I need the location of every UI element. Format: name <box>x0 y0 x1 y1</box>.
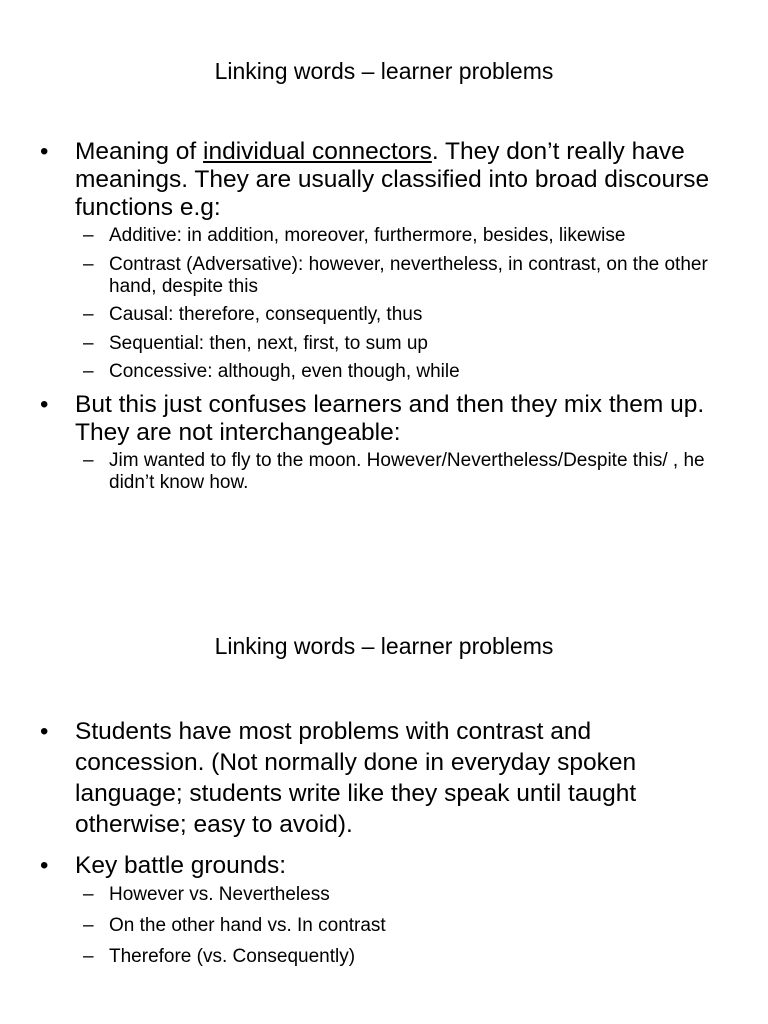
slide-2 <box>0 580 768 1024</box>
slide-1-bullet-1 <box>0 138 725 383</box>
sub-item-additive <box>75 225 709 247</box>
sub-item-concessive <box>75 361 709 383</box>
slide-2-bullet-2-text: Key battle grounds: <box>75 852 287 879</box>
bullet-1-suffix: . They don’t really have meanings. They are usually classified into broad discourse functions e.g: <box>75 138 710 221</box>
sub-item-therefore-consequently <box>75 946 709 968</box>
sub-item-text: Sequential: then, next, first, to sum up <box>109 332 428 354</box>
bullet-marker: • <box>40 718 49 745</box>
sub-item-text: However vs. Nevertheless <box>109 884 330 905</box>
sub-item-text: Additive: in addition, moreover, furthermore, besides, likewise <box>109 225 626 246</box>
slide-1-title: Linking words – learner problems <box>214 58 554 84</box>
slide-2-bullet-1 <box>0 716 725 840</box>
sub-item-text: Causal: therefore, consequently, thus <box>109 304 423 325</box>
slide-1-bullet-1-sublist <box>75 225 725 383</box>
sub-item-text: Jim wanted to fly to the moon. However/Nevertheless/Despite this/ , he didn’t know how. <box>109 450 705 493</box>
slide-2-bullet-list <box>0 716 725 977</box>
slide-2-bullet-1-text: Students have most problems with contrast and concession. (Not normally done in everyday spoken language; students write like they speak until taught otherwise; easy to avoid). <box>75 718 637 838</box>
slide-2-bullet-2 <box>0 850 725 968</box>
dash-marker: – <box>83 332 94 354</box>
sub-item-sequential <box>75 333 709 355</box>
sub-item-text: Contrast (Adversative): however, nevertheless, in contrast, on the other hand, despite this <box>109 253 708 297</box>
bullet-marker: • <box>40 138 49 165</box>
slide-2-bullet-2-sublist <box>75 884 725 968</box>
dash-marker: – <box>83 946 94 967</box>
sub-item-text: Therefore (vs. Consequently) <box>109 946 356 967</box>
slide-2-title: Linking words – learner problems <box>214 633 554 659</box>
sub-item-contrast <box>75 254 709 298</box>
dash-marker: – <box>83 915 94 936</box>
bullet-1-prefix: Meaning of <box>75 138 204 165</box>
sub-item-text: Concessive: although, even though, while <box>109 361 460 382</box>
dash-marker: – <box>83 253 94 275</box>
bullet-marker: • <box>40 391 49 418</box>
sub-item-text: On the other hand vs. In contrast <box>109 915 386 936</box>
dash-marker: – <box>83 450 94 471</box>
dash-marker: – <box>83 361 94 382</box>
dash-marker: – <box>83 884 94 905</box>
dash-marker: – <box>83 225 94 246</box>
sub-item-example-sentence <box>75 450 709 494</box>
bullet-marker: • <box>40 852 49 879</box>
sub-item-other-hand-contrast <box>75 915 709 937</box>
slide-1-bullet-list <box>0 138 725 501</box>
slide-1-bullet-2-sublist <box>75 450 725 494</box>
dash-marker: – <box>83 304 94 325</box>
slide-1-bullet-1-text <box>75 138 725 222</box>
slide-1-bullet-2-text: But this just confuses learners and then they mix them up. They are not interchangeable: <box>75 391 705 446</box>
sub-item-causal <box>75 304 709 326</box>
slide-1-bullet-2 <box>0 391 725 494</box>
sub-item-however-nevertheless <box>75 884 709 906</box>
underlined-term: individual connectors <box>203 138 432 165</box>
